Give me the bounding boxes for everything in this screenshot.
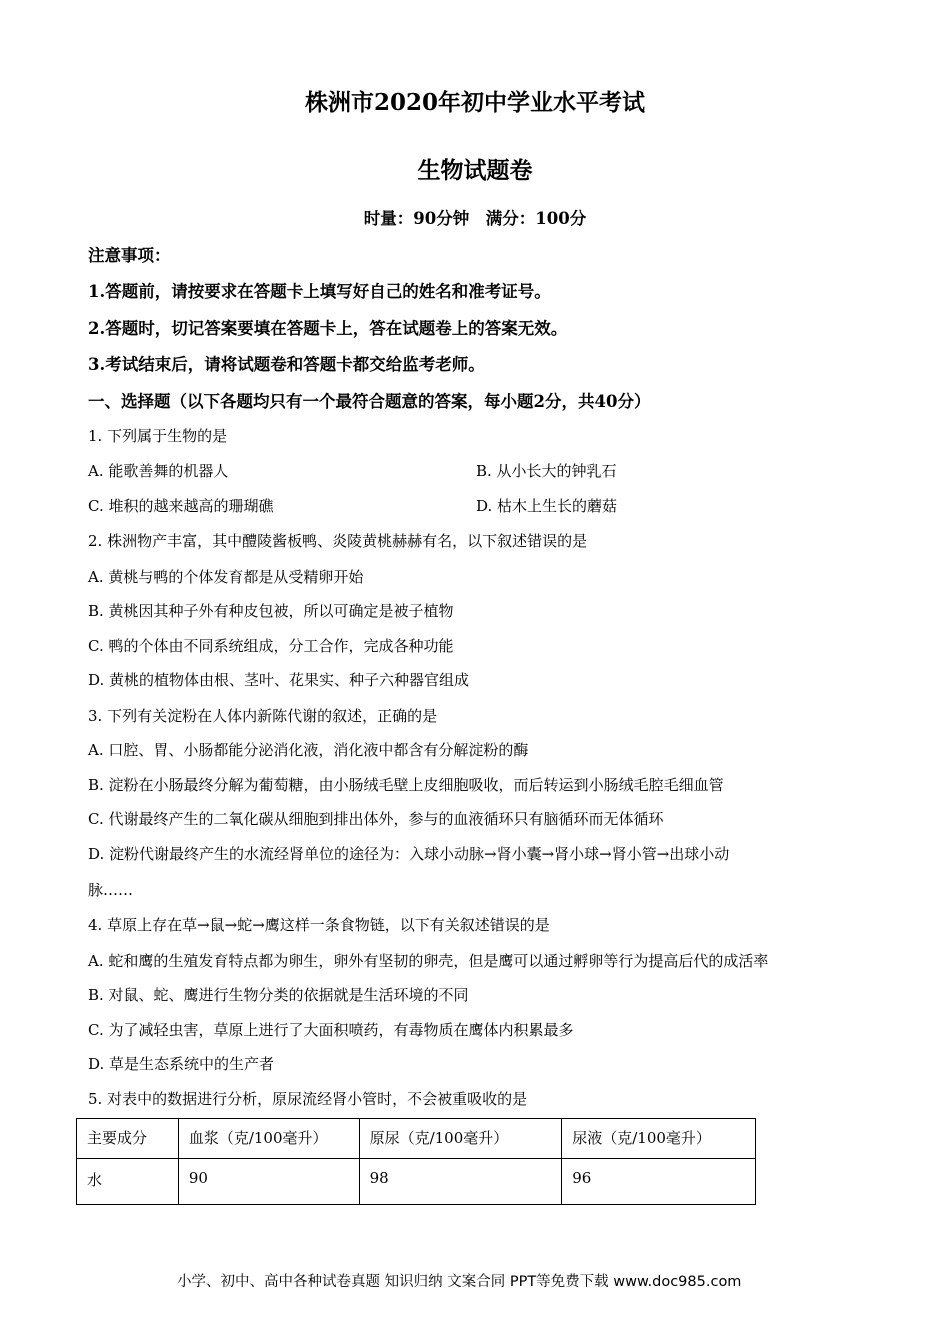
- question-1-option-c: C. 堆积的越来越高的珊瑚礁: [88, 497, 274, 515]
- table-cell: 98: [359, 1159, 562, 1205]
- table-cell: 90: [178, 1159, 359, 1205]
- question-3-option-c: C. 代谢最终产生的二氧化碳从细胞到排出体外，参与的血液循环只有脑循环而无体循环: [88, 810, 664, 828]
- section-heading: 一、选择题（以下各题均只有一个最符合题意的答案，每小题2分，共40分）: [88, 392, 651, 411]
- table-cell: 96: [562, 1159, 756, 1205]
- question-4-stem: 4. 草原上存在草→鼠→蛇→鹰这样一条食物链，以下有关叙述错误的是: [88, 916, 550, 934]
- question-2-option-c: C. 鸭的个体由不同系统组成，分工合作，完成各种功能: [88, 637, 454, 655]
- table-cell: 水: [77, 1159, 179, 1205]
- question-5-stem: 5. 对表中的数据进行分析，原尿流经肾小管时，不会被重吸收的是: [88, 1090, 528, 1108]
- table-row: [77, 1159, 756, 1205]
- question-2-option-b: B. 黄桃因其种子外有种皮包被，所以可确定是被子植物: [88, 602, 454, 620]
- exam-info: 时量：90分钟 满分：100分: [363, 209, 587, 228]
- question-3-option-b: B. 淀粉在小肠最终分解为葡萄糖，由小肠绒毛壁上皮细胞吸收，而后转运到小肠绒毛腔毛细血管: [88, 776, 724, 794]
- question-4-option-b: B. 对鼠、蛇、鹰进行生物分类的依据就是生活环境的不同: [88, 986, 469, 1004]
- question-1-stem: 1. 下列属于生物的是: [88, 427, 228, 445]
- notice-heading: 注意事项：: [88, 246, 171, 265]
- question-2-option-d: D. 黄桃的植物体由根、茎叶、花果实、种子六种器官组成: [88, 671, 470, 689]
- question-4-option-d: D. 草是生态系统中的生产者: [88, 1055, 275, 1073]
- table-header-cell: 血浆（克/100毫升）: [178, 1119, 359, 1159]
- notice-item-2: 2.答题时，切记答案要填在答题卡上，答在试题卷上的答案无效。: [88, 319, 568, 338]
- question-4-option-c: C. 为了减轻虫害，草原上进行了大面积喷药，有毒物质在鹰体内积累最多: [88, 1021, 574, 1039]
- notice-item-3: 3.考试结束后，请将试题卷和答题卡都交给监考老师。: [88, 355, 485, 374]
- question-1-option-d: D. 枯木上生长的蘑菇: [476, 497, 618, 515]
- table-header-cell: 尿液（克/100毫升）: [562, 1119, 756, 1159]
- question-3-option-d: D. 淀粉代谢最终产生的水流经肾单位的途径为：入球小动脉→肾小囊→肾小球→肾小管→出球小动: [88, 845, 730, 863]
- question-3-stem: 3. 下列有关淀粉在人体内新陈代谢的叙述，正确的是: [88, 707, 438, 725]
- question-1-option-b: B. 从小长大的钟乳石: [476, 462, 617, 480]
- exam-subtitle: 生物试题卷: [417, 157, 533, 184]
- notice-item-1: 1.答题前，请按要求在答题卡上填写好自己的姓名和准考证号。: [88, 282, 551, 301]
- footer-ad-text: 小学、初中、高中各种试卷真题 知识归纳 文案合同 PPT等免费下载 www.doc985.com: [177, 1274, 742, 1290]
- question-3-option-d-continued: 脉……: [88, 881, 134, 899]
- question-4-option-a: A. 蛇和鹰的生殖发育特点都为卵生，卵外有坚韧的卵壳，但是鹰可以通过孵卵等行为提高后代的成活率: [88, 952, 769, 970]
- table-header-cell: 主要成分: [77, 1119, 179, 1159]
- question-1-option-a: A. 能歌善舞的机器人: [88, 462, 229, 480]
- exam-title: 株洲市2020年初中学业水平考试: [304, 89, 645, 116]
- question-3-option-a: A. 口腔、胃、小肠都能分泌消化液，消化液中都含有分解淀粉的酶: [88, 741, 529, 759]
- question-2-option-a: A. 黄桃与鸭的个体发育都是从受精卵开始: [88, 568, 364, 586]
- table-header-row: [77, 1119, 756, 1159]
- table-header-cell: 原尿（克/100毫升）: [359, 1119, 562, 1159]
- data-table: [76, 1118, 756, 1205]
- question-2-stem: 2. 株洲物产丰富，其中醴陵酱板鸭、炎陵黄桃赫赫有名，以下叙述错误的是: [88, 532, 588, 550]
